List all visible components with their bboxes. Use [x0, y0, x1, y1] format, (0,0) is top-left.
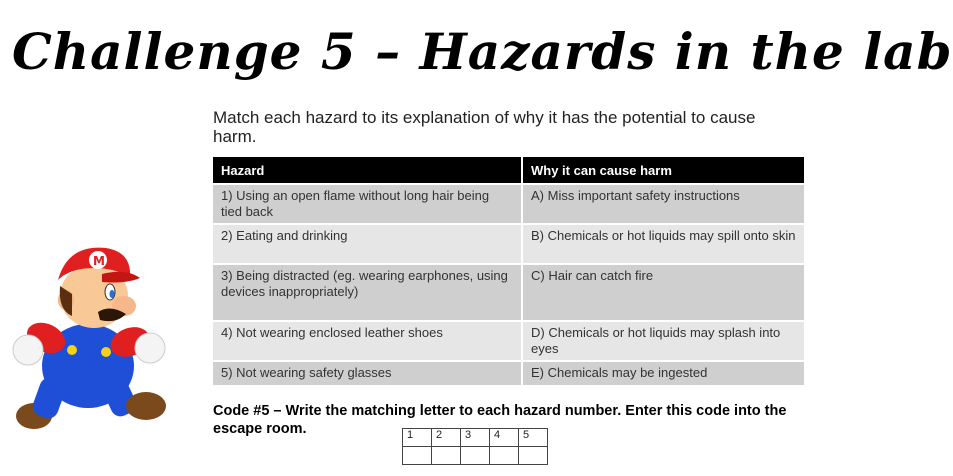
- table-header-row: [213, 157, 804, 184]
- hazard-table: [213, 157, 804, 385]
- reason-cell: E) Chemicals may be ingested: [522, 361, 804, 385]
- code-instructions: Code #5 – Write the matching letter to each hazard number. Enter this code into the escape room.: [213, 403, 787, 437]
- hazard-cell: 1) Using an open flame without long hair being tied back: [213, 184, 522, 224]
- code-number: 3: [461, 429, 490, 447]
- instructions-text: Match each hazard to its explanation of why it has the potential to cause harm.: [213, 108, 756, 146]
- reason-cell: B) Chemicals or hot liquids may spill onto skin: [522, 224, 804, 264]
- code-answer-cell[interactable]: [403, 447, 432, 465]
- code-grid: [402, 428, 548, 465]
- table-row: [213, 184, 804, 224]
- table-row: [213, 321, 804, 361]
- table-row: [213, 224, 804, 264]
- code-number-row: [403, 429, 548, 447]
- reason-cell: A) Miss important safety instructions: [522, 184, 804, 224]
- code-number: 4: [490, 429, 519, 447]
- hazard-cell: 5) Not wearing safety glasses: [213, 361, 522, 385]
- code-answer-cell[interactable]: [519, 447, 548, 465]
- table-row: [213, 264, 804, 321]
- code-number: 1: [403, 429, 432, 447]
- hazard-cell: 2) Eating and drinking: [213, 224, 522, 264]
- hazard-cell: 3) Being distracted (eg. wearing earphones, using devices inappropriately): [213, 264, 522, 321]
- slide-title: Challenge 5 – Hazards in the lab: [12, 22, 953, 81]
- code-number: 2: [432, 429, 461, 447]
- header-reason: Why it can cause harm: [522, 157, 804, 184]
- code-answer-cell[interactable]: [432, 447, 461, 465]
- mario-illustration: [6, 238, 174, 438]
- hazard-cell: 4) Not wearing enclosed leather shoes: [213, 321, 522, 361]
- header-hazard: Hazard: [213, 157, 522, 184]
- code-number: 5: [519, 429, 548, 447]
- code-answer-row: [403, 447, 548, 465]
- reason-cell: D) Chemicals or hot liquids may splash into eyes: [522, 321, 804, 361]
- svg-text:M: M: [93, 254, 105, 268]
- code-answer-cell[interactable]: [490, 447, 519, 465]
- code-answer-cell[interactable]: [461, 447, 490, 465]
- table-row: [213, 361, 804, 385]
- reason-cell: C) Hair can catch fire: [522, 264, 804, 321]
